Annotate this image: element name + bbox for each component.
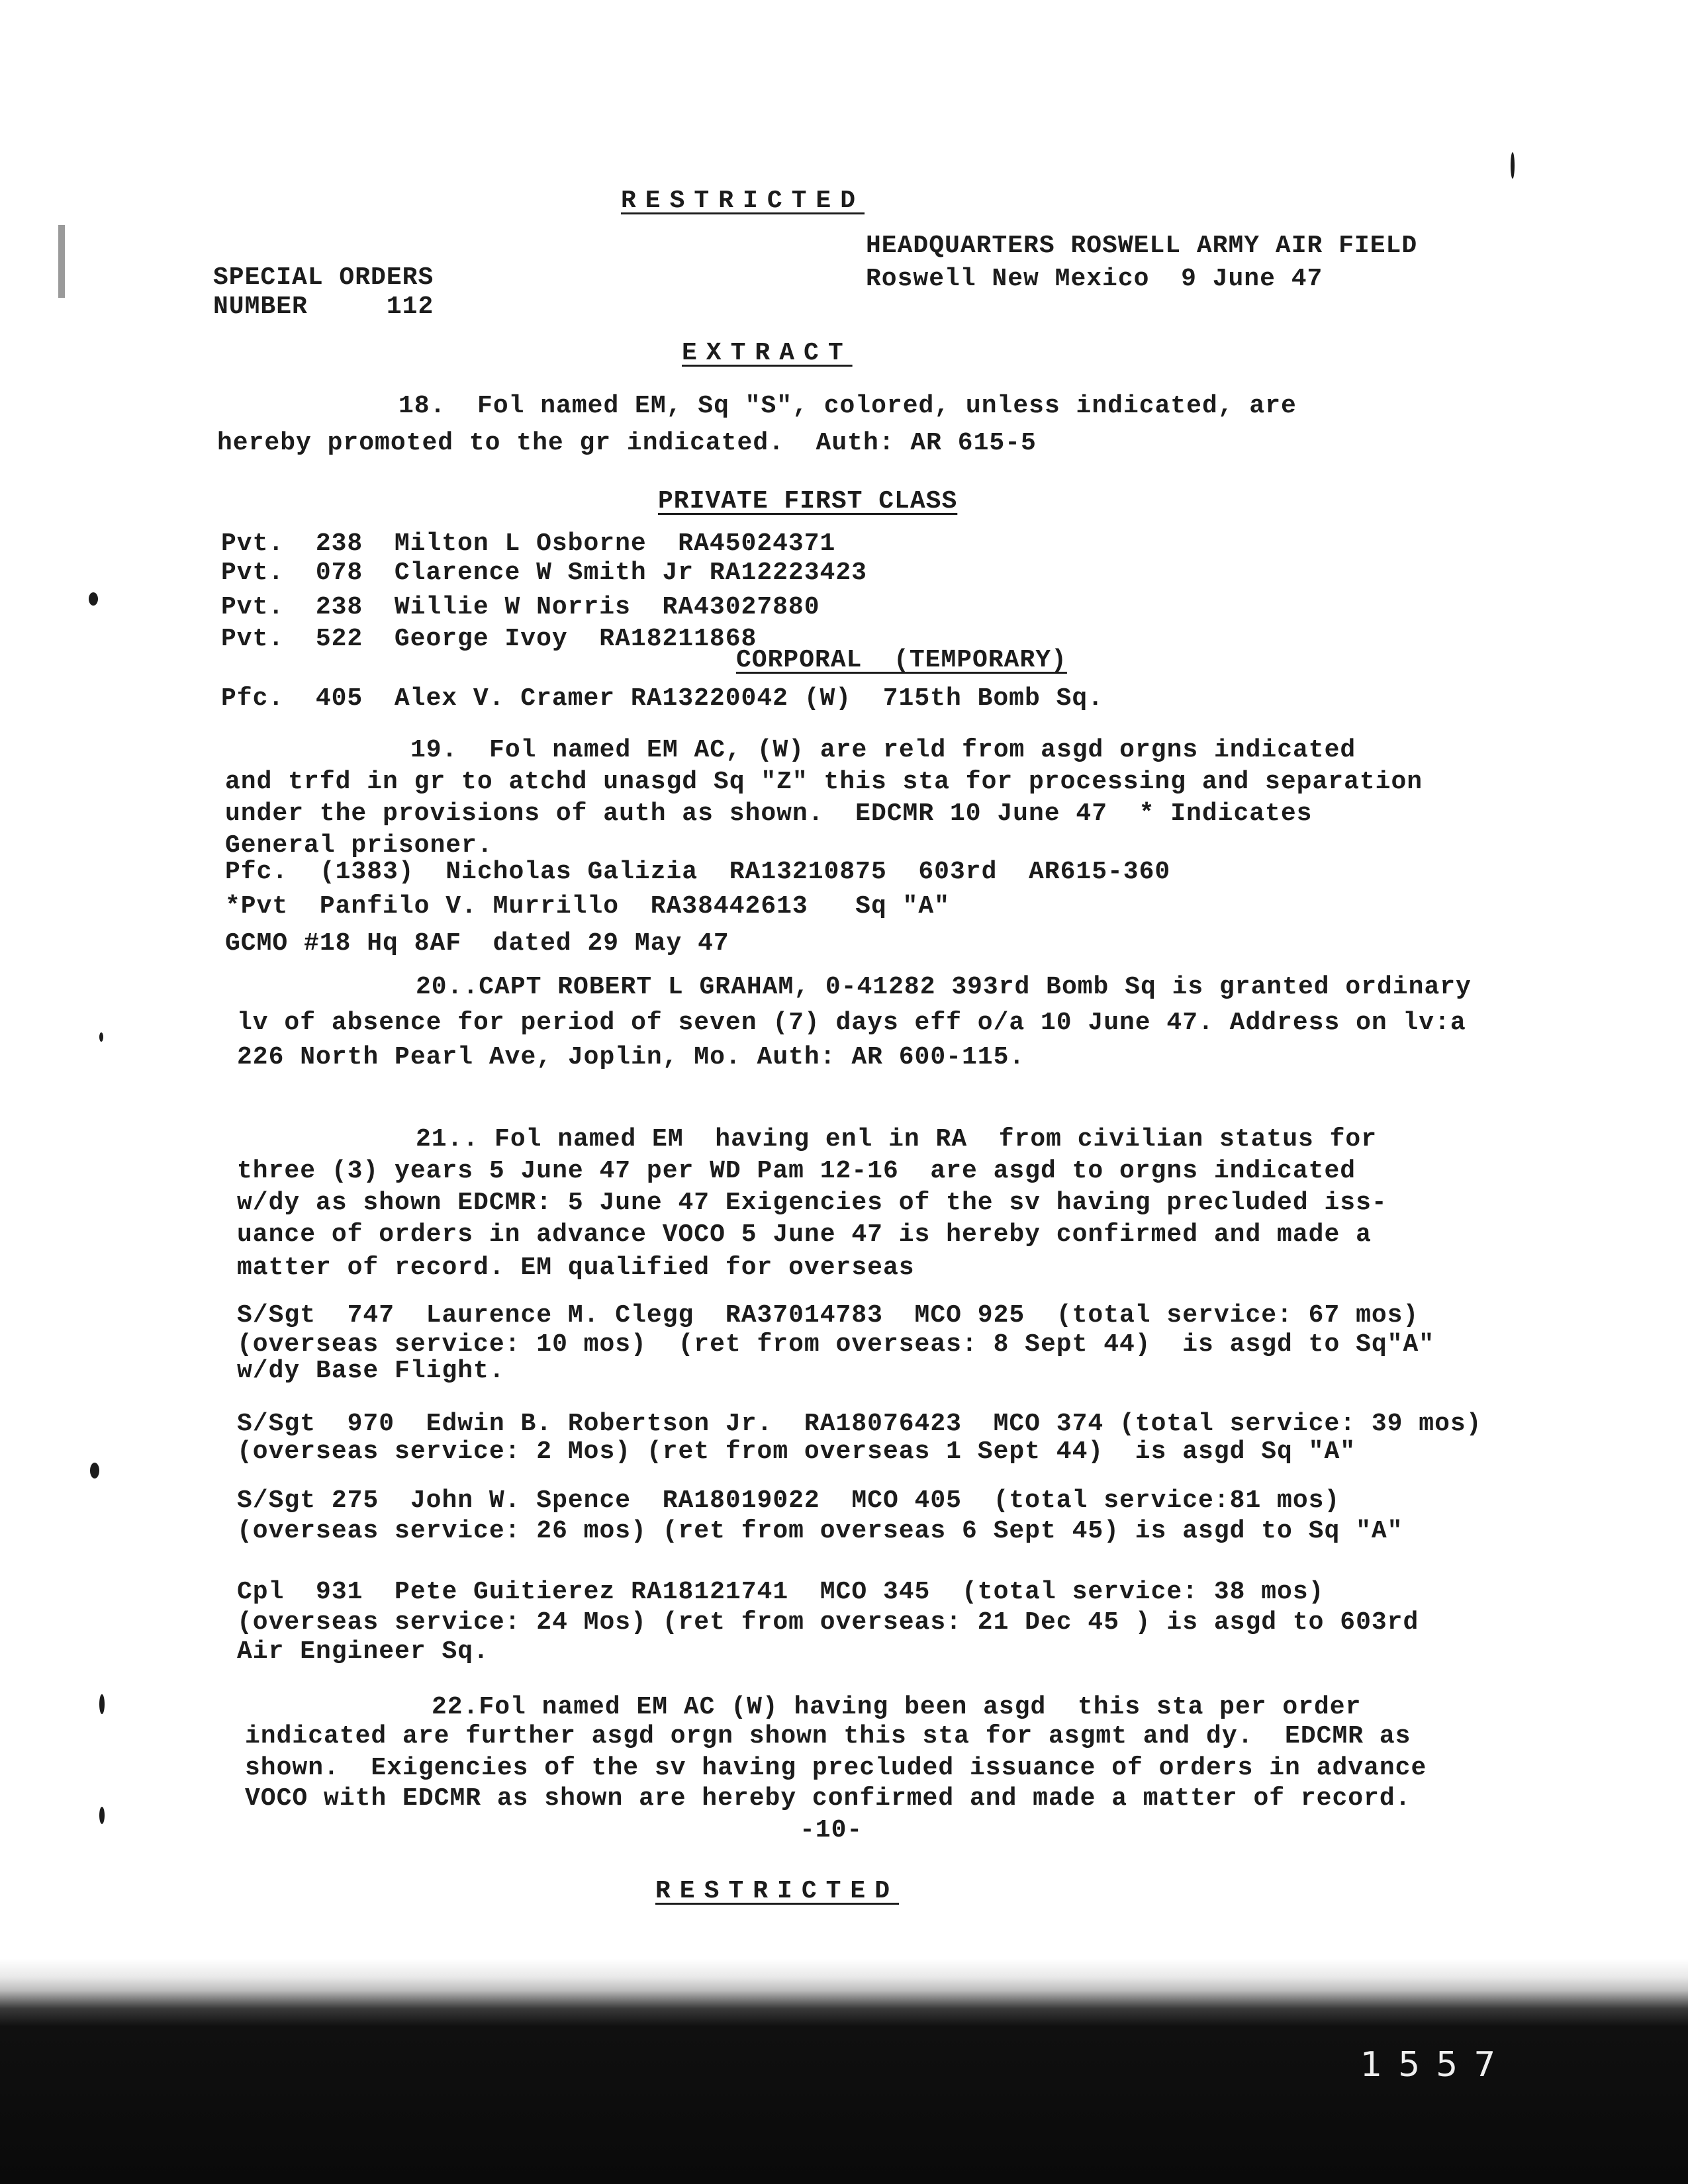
scan-dot [99, 1807, 105, 1824]
cpl-entry: Pfc. 405 Alex V. Cramer RA13220042 (W) 715th Bomb Sq. [221, 684, 1104, 713]
para21-entry2-line: (overseas service: 2 Mos) (ret from overseas 1 Sept 44) is asgd Sq "A" [237, 1437, 1356, 1466]
para20-line: 20..CAPT ROBERT L GRAHAM, 0-41282 393rd Bomb Sq is granted ordinary [416, 973, 1472, 1001]
classification-bottom: RESTRICTED [655, 1877, 900, 1905]
para22-line: indicated are further asgd orgn shown this sta for asgmt and dy. EDCMR as [245, 1722, 1411, 1751]
para21-entry1-line: w/dy Base Flight. [237, 1357, 505, 1385]
cpl-heading: CORPORAL (TEMPORARY) [736, 646, 1067, 674]
scan-dot [90, 1463, 99, 1479]
para21-entry1-line: (overseas service: 10 mos) (ret from overseas: 8 Sept 44) is asgd to Sq"A" [237, 1330, 1435, 1359]
para19-line: 19. Fol named EM AC, (W) are reld from asgd orgns indicated [410, 736, 1356, 764]
extract-title: EXTRACT [682, 339, 853, 367]
pfc-entry: Pvt. 238 Milton L Osborne RA45024371 [221, 529, 836, 558]
para20-line: 226 North Pearl Ave, Joplin, Mo. Auth: AR 600-115. [237, 1043, 1025, 1071]
classification-top: RESTRICTED [621, 187, 865, 215]
hq-line1: HEADQUARTERS ROSWELL ARMY AIR FIELD [866, 232, 1418, 260]
para18-line1: 18. Fol named EM, Sq "S", colored, unless indicated, are [399, 392, 1297, 420]
pfc-entry: Pvt. 522 George Ivoy RA18211868 [221, 625, 757, 653]
para21-line: 21.. Fol named EM having enl in RA from civilian status for [416, 1125, 1378, 1154]
pfc-heading: PRIVATE FIRST CLASS [658, 487, 958, 516]
page-number: -10- [800, 1816, 863, 1844]
para20-line: lv of absence for period of seven (7) days eff o/a 10 June 47. Address on lv:a [237, 1009, 1466, 1037]
para21-entry4-line: Cpl 931 Pete Guitierez RA18121741 MCO 345 (total service: 38 mos) [237, 1578, 1325, 1606]
pfc-entry: Pvt. 238 Willie W Norris RA43027880 [221, 593, 820, 621]
order-label-line1: SPECIAL ORDERS [213, 263, 434, 292]
hq-line2: Roswell New Mexico 9 June 47 [866, 265, 1323, 293]
archive-number: 1557 [1360, 2045, 1512, 2085]
scan-dot [1511, 152, 1515, 179]
scan-dot [99, 1694, 105, 1714]
para18-line2: hereby promoted to the gr indicated. Auth: AR 615-5 [217, 429, 1037, 457]
para22-line: shown. Exigencies of the sv having precluded issuance of orders in advance [245, 1754, 1427, 1782]
para22-line: 22.Fol named EM AC (W) having been asgd this sta per order [432, 1693, 1362, 1721]
para19-line: General prisoner. [225, 831, 493, 860]
para19-line: *Pvt Panfilo V. Murrillo RA38442613 Sq "A" [225, 892, 950, 921]
order-label-line2: NUMBER 112 [213, 293, 434, 321]
para21-entry4-line: (overseas service: 24 Mos) (ret from overseas: 21 Dec 45 ) is asgd to 603rd [237, 1608, 1419, 1637]
scan-edge-mark [58, 225, 65, 298]
scan-dot [89, 592, 98, 606]
para21-line: three (3) years 5 June 47 per WD Pam 12-16 are asgd to orgns indicated [237, 1157, 1356, 1185]
para22-line: VOCO with EDCMR as shown are hereby confirmed and made a matter of record. [245, 1784, 1411, 1813]
para19-line: GCMO #18 Hq 8AF dated 29 May 47 [225, 929, 729, 958]
para21-line: uance of orders in advance VOCO 5 June 47 is hereby confirmed and made a [237, 1220, 1372, 1249]
para19-line: and trfd in gr to atchd unasgd Sq "Z" this sta for processing and separation [225, 768, 1423, 796]
para21-entry2-line: S/Sgt 970 Edwin B. Robertson Jr. RA18076423 MCO 374 (total service: 39 mos) [237, 1410, 1482, 1438]
para21-line: w/dy as shown EDCMR: 5 June 47 Exigencies of the sv having precluded iss- [237, 1189, 1387, 1217]
para21-entry1-line: S/Sgt 747 Laurence M. Clegg RA37014783 MCO 925 (total service: 67 mos) [237, 1301, 1419, 1330]
para19-line: under the provisions of auth as shown. EDCMR 10 June 47 * Indicates [225, 799, 1313, 828]
scan-dot [99, 1032, 103, 1042]
para21-entry3-line: S/Sgt 275 John W. Spence RA18019022 MCO 405 (total service:81 mos) [237, 1486, 1340, 1515]
para21-entry3-line: (overseas service: 26 mos) (ret from overseas 6 Sept 45) is asgd to Sq "A" [237, 1517, 1403, 1545]
para21-line: matter of record. EM qualified for overseas [237, 1253, 915, 1282]
pfc-entry: Pvt. 078 Clarence W Smith Jr RA12223423 [221, 559, 867, 587]
para19-line: Pfc. (1383) Nicholas Galizia RA13210875 603rd AR615-360 [225, 858, 1171, 886]
para21-entry4-line: Air Engineer Sq. [237, 1637, 489, 1666]
